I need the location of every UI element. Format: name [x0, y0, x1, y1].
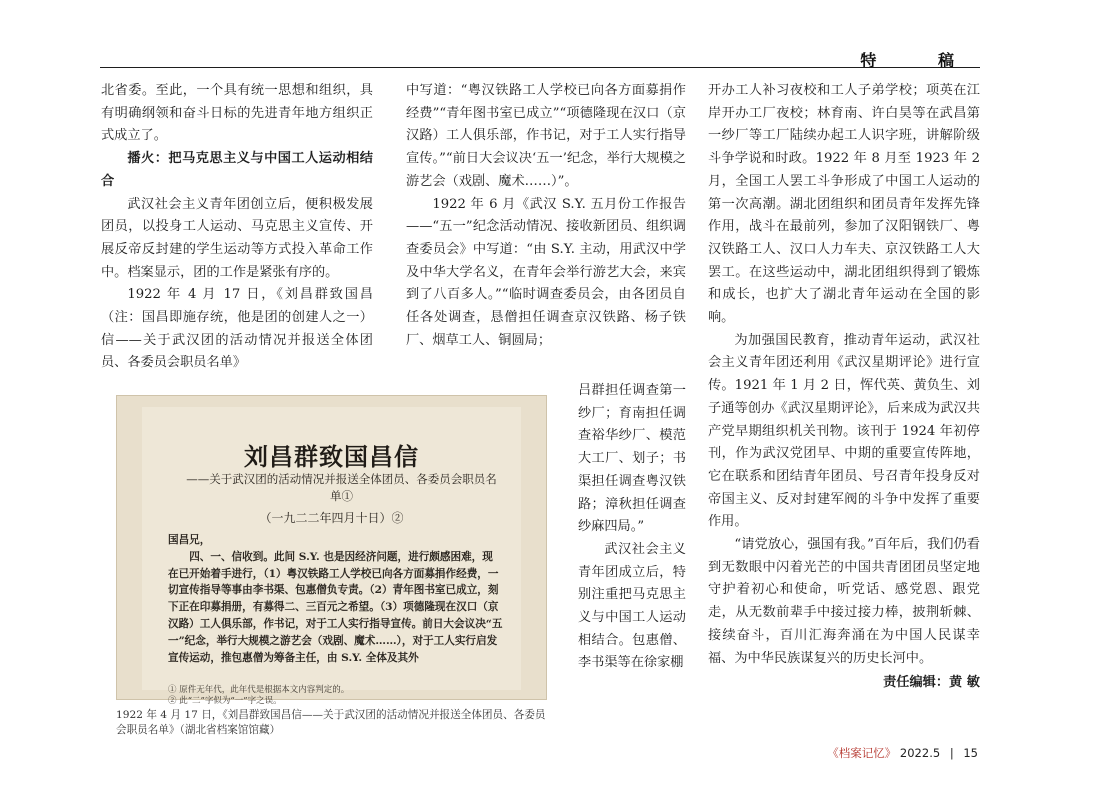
figure-caption: 1922 年 4 月 17 日，《刘昌群致国昌信——关于武汉团的活动情况并报送全体团员、各委员会职员名单》（湖北省档案馆馆藏）: [116, 709, 546, 736]
paragraph: 北省委。至此，一个具有统一思想和组织，具有明确纲领和奋斗日标的先进青年地方组织正式成立了。: [101, 83, 373, 144]
section-title: 特 稿: [860, 51, 982, 70]
document-body: [168, 532, 503, 666]
paragraph: 1922 年 6 月《武汉 S.Y. 五月份工作报告——“五一”纪念活动情况、接收新团员、组织调查委员会》中写道：“由 S.Y. 主动，用武汉中学及中华大学名义，在青年会举行游艺大会，来宾到了八百多人。”“临时调查委员会，由各团员自任各处调查，恳僧担任调查京汉铁路、杨子铁厂、烟草工人、铜圆局；: [406, 196, 686, 348]
paragraph: 吕群担任调查第一纱厂；育南担任调查裕华纱厂、模范大工厂、划子；书渠担任调查粤汉铁路；漳秋担任调查纱麻四局。”: [578, 383, 686, 535]
document-text: 四、一、信收到。此间 S.Y. 也是因经济问题，进行颇感困难，现在已开始着手进行，（1）粤汉铁路工人学校已向各方面募捐作经费，一切宣传指导等事由李书渠、包惠僧负专责。（2）青年图书室已成立，刻下正在印募捐册，有募得二、三百元之希望。（3）项德隆现在汉口（京汉路）工人俱乐部，作书记，对于工人实行指导宣传。前日大会议决“五一”纪念，举行大规模之游艺会（戏剧、魔术……），对于工人实行启发宣传运动，推包惠僧为筹备主任，由 S.Y. 全体及其外: [168, 550, 503, 664]
editor-credit: 责任编辑：黄 敏: [883, 675, 980, 691]
paragraph: 开办工人补习夜校和工人子弟学校；项英在江岸开办工厂夜校；林育南、许白昊等在武昌第一纱厂等工厂陆续办起工人识字班，讲解阶级斗争学说和时政。1922 年 8 月至 1923 年 2 月，全国工人罢工斗争形成了中国工人运动的第一次高潮。湖北团组织和团员青年发挥先锋作用，战斗在最前列，参加了汉阳钢铁厂、粤汉铁路工人、汉口人力车夫、京汉铁路工人大罢工。在这些运动中，湖北团组织得到了锻炼和成长，也扩大了湖北青年运动在全国的影响。: [708, 83, 980, 326]
paragraph: 武汉社会主义青年团成立后，特别注重把马克思主义与中国工人运动相结合。包惠僧、李书渠等在徐家棚: [578, 541, 686, 671]
column-3: [708, 80, 980, 695]
footnote: ① 原件无年代，此年代是根据本文内容判定的。: [168, 685, 350, 695]
column-2-lower: [578, 380, 686, 675]
document-title: 刘昌群致国昌信: [244, 443, 419, 471]
document-footnotes: [168, 685, 503, 707]
document-greeting: 国昌兄，: [168, 534, 211, 546]
column-1: [101, 80, 373, 375]
document-date: （一九二二年四月十日）②: [259, 511, 404, 525]
paragraph: 中写道：“粤汉铁路工人学校已向各方面募捐作经费”“青年图书室已成立”“项德隆现在汉口（京汉路）工人俱乐部，作书记，对于工人实行指导宣传。”“前日大会议决‘五一’纪念，举行大规模之游艺会（戏剧、魔术……）”。: [406, 83, 686, 189]
page-number: 15: [963, 746, 978, 760]
paragraph: 1922 年 4 月 17 日，《刘昌群致国昌（注：国昌即施存统，他是团的创建人之一）信——关于武汉团的活动情况并报送全体团员、各委员会职员名单》: [101, 287, 373, 371]
header-rule: [100, 67, 980, 68]
column-2: [406, 80, 686, 352]
magazine-name: 《档案记忆》: [827, 746, 897, 760]
footnote: ② 此“二”字似为“一”字之误。: [168, 696, 282, 706]
footer-divider: |: [949, 746, 954, 760]
paragraph: 武汉社会主义青年团创立后，便积极发展团员，以投身工人运动、马克思主义宣传、开展反帝反封建的学生运动等方式投入革命工作中。档案显示，团的工作是紧张有序的。: [101, 196, 373, 280]
document-subtitle: ——关于武汉团的活动情况并报送全体团员、各委员会职员名单①: [186, 472, 497, 503]
paragraph: 为加强国民教育，推动青年运动，武汉社会主义青年团还利用《武汉星期评论》进行宣传。1921 年 1 月 2 日，恽代英、黄负生、刘子通等创办《武汉星期评论》，后来成为武汉共产党早期组织机关刊物。该刊于 1924 年初停刊，作为武汉党团早、中期的重要宣传阵地，它在联系和团结青年团员、号召青年投身反对帝国主义、反对封建军阀的斗争中发挥了重要作用。: [708, 332, 980, 530]
document-page: [142, 407, 521, 706]
section-subheading: 播火：把马克思主义与中国工人运动相结合: [101, 151, 373, 189]
archival-document-photo: [116, 395, 547, 706]
page-footer: [827, 745, 978, 761]
paragraph: “请党放心，强国有我。”百年后，我们仍看到无数眼中闪着光芒的中国共青团团员坚定地守护着初心和使命，听党话、感党恩、跟党走，从无数前辈手中接过接力棒，披荆斩棘、接续奋斗，百川汇海奔涌在为中国人民谋幸福、为中华民族谋复兴的历史长河中。: [708, 537, 980, 666]
issue-number: 2022.5: [899, 746, 941, 760]
